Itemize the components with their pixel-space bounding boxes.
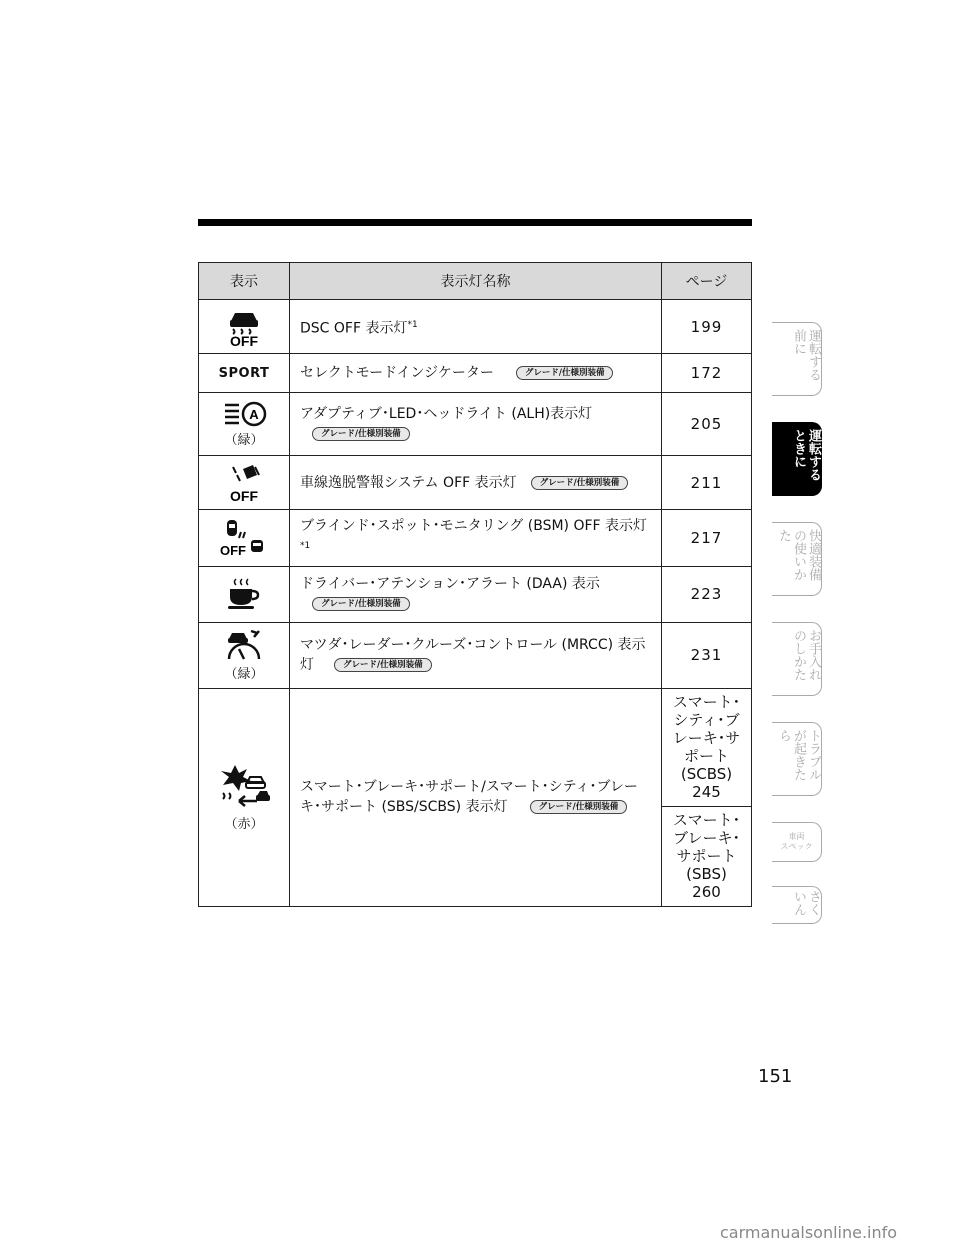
tab-index[interactable]: さくいん <box>772 886 822 924</box>
row-name: マツダ･レーダー･クルーズ･コントロール (MRCC) 表示 <box>300 637 646 654</box>
header-name: 表示灯名称 <box>290 263 662 300</box>
page-ref-sbs: スマート･ ブレーキ･ サポート (SBS) 260 <box>662 806 752 906</box>
mrcc-icon <box>221 629 267 661</box>
tab-comfort-features[interactable]: 快適装備の使いかた <box>772 522 822 596</box>
tab-vehicle-specs[interactable]: 車両 スペック <box>772 822 822 862</box>
row-name: DSC OFF 表示灯 <box>300 320 408 337</box>
color-note: （緑） <box>224 432 264 448</box>
page-ref-scbs: スマート･ シティ･ブ レーキ･サ ポート (SCBS) 245 <box>662 688 752 806</box>
lane-departure-off-icon <box>221 463 267 503</box>
sport-label: SPORT <box>218 366 270 381</box>
svg-text:OFF: OFF <box>220 542 246 558</box>
table-row <box>199 393 752 456</box>
page-ref: 211 <box>662 456 752 510</box>
table-row <box>199 688 752 806</box>
table-row <box>199 566 752 622</box>
grade-badge: グレード/仕様別装備 <box>530 800 628 814</box>
tab-troubleshooting[interactable]: トラブルが起きたら <box>772 722 822 796</box>
row-name: セレクトモードインジケーター <box>300 365 494 381</box>
row-name-cont: キ･サポート (SBS/SCBS) 表示灯 <box>300 799 508 816</box>
table-row <box>199 622 752 688</box>
watermark-url: carmanualsonline.info <box>720 1223 898 1242</box>
page-ref: 172 <box>662 354 752 393</box>
header-page: ページ <box>662 263 752 300</box>
table-row <box>199 456 752 510</box>
bsm-off-icon <box>219 518 269 558</box>
svg-text:A: A <box>249 406 259 422</box>
page-ref: 199 <box>662 300 752 354</box>
page-ref: 223 <box>662 566 752 622</box>
page-ref: 217 <box>662 510 752 567</box>
page-ref: 205 <box>662 393 752 456</box>
tab-maintenance[interactable]: お手入れのしかた <box>772 622 822 696</box>
table-row <box>199 354 752 393</box>
grade-badge: グレード/仕様別装備 <box>312 597 410 611</box>
dsc-off-icon <box>221 307 267 347</box>
grade-badge: グレード/仕様別装備 <box>516 366 614 380</box>
table-header <box>199 263 752 300</box>
grade-badge: グレード/仕様別装備 <box>312 427 410 441</box>
row-name: アダプティブ･LED･ヘッドライト (ALH)表示灯 <box>300 406 593 422</box>
indicator-table <box>198 262 752 907</box>
header-display: 表示 <box>199 263 290 300</box>
coffee-cup-icon <box>224 577 264 611</box>
color-note: （緑） <box>224 666 264 682</box>
smart-brake-icon <box>217 763 271 811</box>
footnote-mark: *1 <box>407 319 418 330</box>
grade-badge: グレード/仕様別装備 <box>334 658 432 672</box>
color-note: （赤） <box>224 816 264 832</box>
row-name: 車線逸脱警報システム OFF 表示灯 <box>300 474 517 491</box>
top-rule <box>198 219 752 226</box>
grade-badge: グレード/仕様別装備 <box>531 476 629 490</box>
row-name-cont: 灯 <box>300 657 314 674</box>
tab-before-driving[interactable]: 運転する前に <box>772 322 822 396</box>
page-ref: 231 <box>662 622 752 688</box>
svg-text:OFF: OFF <box>230 487 258 503</box>
tab-while-driving[interactable]: 運転するときに <box>772 422 822 496</box>
footnote-mark: *1 <box>300 541 311 551</box>
table-row <box>199 510 752 567</box>
row-name: ドライバー･アテンション･アラート (DAA) 表示 <box>300 576 600 593</box>
row-name: スマート･ブレーキ･サポート/スマート･シティ･ブレー <box>300 779 638 796</box>
page-number: 151 <box>758 1066 793 1087</box>
table-row <box>199 300 752 354</box>
alh-icon <box>221 401 267 427</box>
row-name: ブラインド･スポット･モニタリング (BSM) OFF 表示灯 <box>300 518 648 534</box>
svg-text:OFF: OFF <box>230 332 258 347</box>
